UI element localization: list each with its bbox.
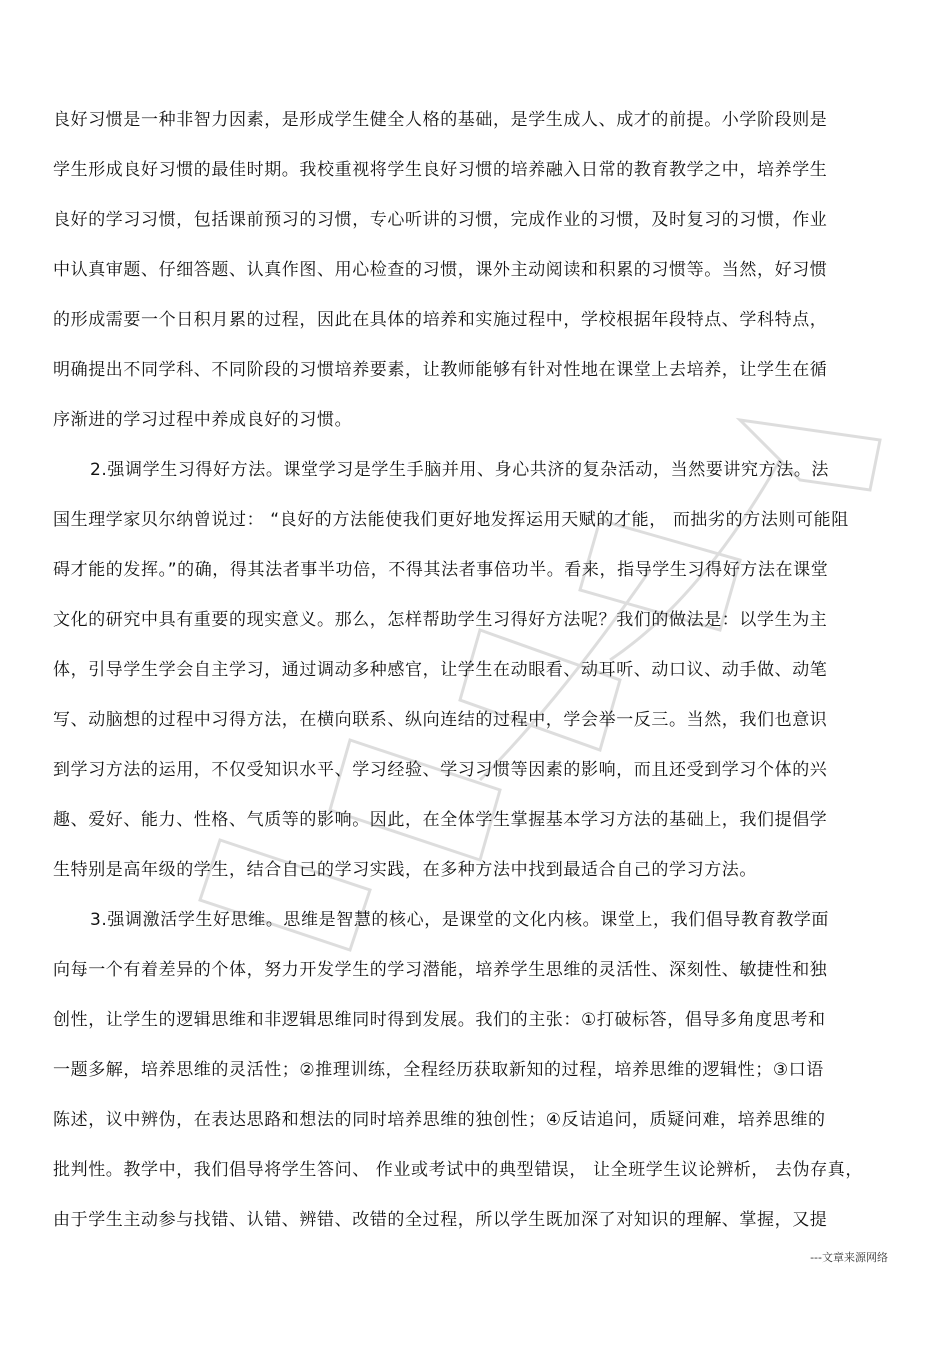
text-line: 国生理学家贝尔纳曾说过： “良好的方法能使我们更好地发挥运用天赋的才能， 而拙劣的方法则可能阻 [53, 510, 849, 530]
source-footer: ---文章来源网络 [810, 1251, 888, 1264]
text-line: 中认真审题、仔细答题、认真作图、用心检查的习惯，课外主动阅读和积累的习惯等。当然，好习惯 [53, 260, 828, 280]
text-line: 趣、爱好、能力、性格、气质等的影响。因此，在全体学生掌握基本学习方法的基础上，我们提倡学 [53, 810, 828, 830]
text-line: 生特别是高年级的学生，结合自己的学习实践，在多种方法中找到最适合自己的学习方法。 [53, 860, 757, 880]
text-line: 由于学生主动参与找错、认错、辨错、改错的全过程，所以学生既加深了对知识的理解、掌握，又提 [53, 1210, 828, 1230]
text-line: 写、动脑想的过程中习得方法，在横向联系、纵向连结的过程中，学会举一反三。当然，我们也意识 [53, 710, 828, 730]
text-line: 碍才能的发挥。”的确，得其法者事半功倍，不得其法者事倍功半。看来，指导学生习得好方法在课堂 [53, 560, 829, 580]
text-line: 陈述，议中辨伪，在表达思路和想法的同时培养思维的独创性；④反诘追问，质疑问难，培养思维的 [53, 1110, 826, 1130]
text-line: 到学习方法的运用，不仅受知识水平、学习经验、学习习惯等因素的影响，而且还受到学习个体的兴 [53, 760, 828, 780]
text-line: 序渐进的学习过程中养成良好的习惯。 [53, 410, 353, 430]
text-line: 创性，让学生的逻辑思维和非逻辑思维同时得到发展。我们的主张：①打破标答，倡导多角度思考和 [53, 1010, 826, 1030]
text-line: 良好习惯是一种非智力因素，是形成学生健全人格的基础，是学生成人、成才的前提。小学阶段则是 [53, 110, 828, 130]
text-line: 的形成需要一个日积月累的过程，因此在具体的培养和实施过程中，学校根据年段特点、学科特点， [53, 310, 828, 330]
text-line: 向每一个有着差异的个体，努力开发学生的学习潜能，培养学生思维的灵活性、深刻性、敏捷性和独 [53, 960, 828, 980]
text-line: 批判性。教学中，我们倡导将学生答问、 作业或考试中的典型错误， 让全班学生议论辨析， 去伪存真， [53, 1160, 864, 1180]
text-line: 文化的研究中具有重要的现实意义。那么，怎样帮助学生习得好方法呢？我们的做法是：以学生为主 [53, 610, 828, 630]
text-line: 体，引导学生学会自主学习，通过调动多种感官，让学生在动眼看、动耳听、动口议、动手做、动笔 [53, 660, 828, 680]
text-line: 良好的学习习惯，包括课前预习的习惯，专心听讲的习惯，完成作业的习惯，及时复习的习惯，作业 [53, 210, 828, 230]
text-line: 明确提出不同学科、不同阶段的习惯培养要素，让教师能够有针对性地在课堂上去培养，让学生在循 [53, 360, 828, 380]
text-line: 学生形成良好习惯的最佳时期。我校重视将学生良好习惯的培养融入日常的教育教学之中，培养学生 [53, 160, 828, 180]
text-line: 2.强调学生习得好方法。课堂学习是学生手脑并用、身心共济的复杂活动，当然要讲究方法。法 [90, 460, 830, 480]
text-line: 3.强调激活学生好思维。思维是智慧的核心，是课堂的文化内核。课堂上，我们倡导教育教学面 [90, 910, 830, 930]
text-line: 一题多解，培养思维的灵活性；②推理训练，全程经历获取新知的过程，培养思维的逻辑性；③口语 [53, 1060, 824, 1080]
